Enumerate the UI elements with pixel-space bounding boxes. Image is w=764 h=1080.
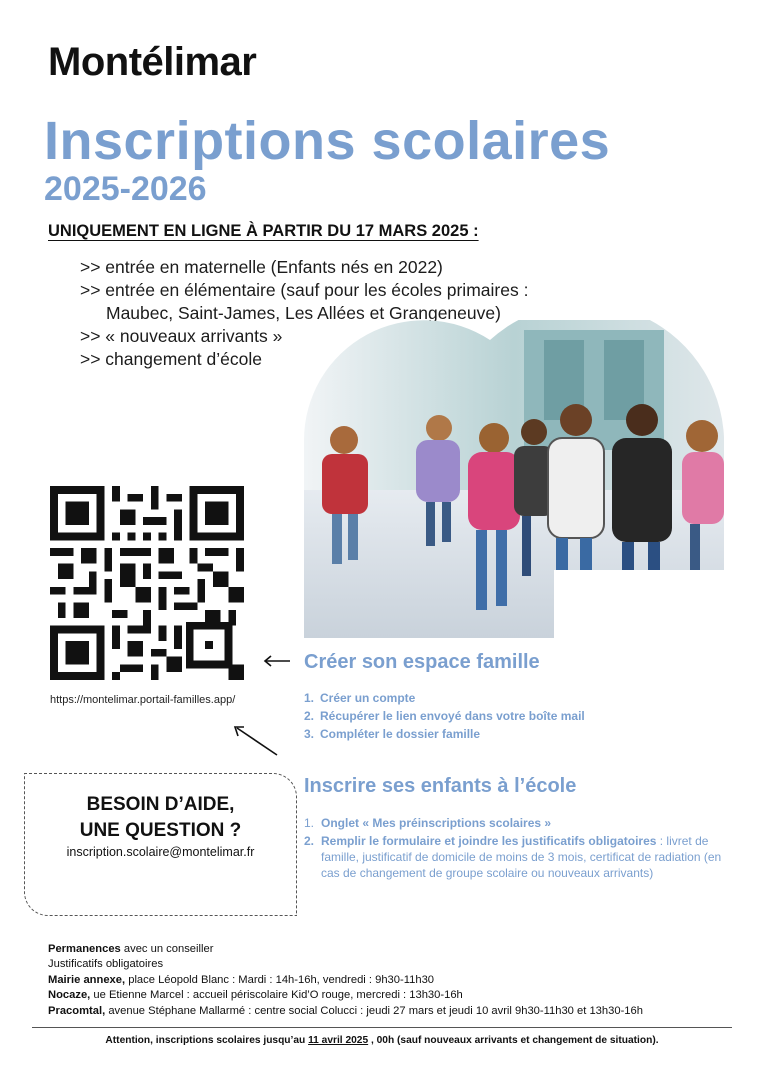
help-email-link[interactable]: inscription.scolaire@montelimar.fr (66, 845, 255, 859)
footer-text: , 00h (sauf nouveaux arrivants et changement de situation). (368, 1035, 659, 1046)
children-backpacks-photo (304, 320, 724, 638)
arrow-up-left-icon (232, 724, 280, 758)
perm-label: Permanences (48, 943, 121, 955)
divider (32, 1027, 732, 1028)
page-title: Inscriptions scolaires (44, 111, 611, 171)
permanence-line (48, 973, 748, 988)
step-number: 2. (304, 709, 315, 723)
perm-label: Nocaze, (48, 989, 91, 1002)
footer-text: Attention, inscriptions scolaires jusqu’au (105, 1035, 309, 1046)
step-number: 2. (304, 834, 315, 848)
school-year: 2025-2026 (44, 170, 207, 208)
list-item: >> changement d’école (80, 349, 262, 369)
qr-code[interactable] (50, 486, 244, 680)
help-title-line: BESOIN D’AIDE, (86, 794, 235, 815)
step-number: 3. (304, 727, 315, 741)
perm-text: ue Etienne Marcel : accueil périscolaire Kid’O rouge, mercredi : 13h30-16h (90, 989, 463, 1002)
deadline-date: 11 avril 2025 (308, 1035, 369, 1046)
perm-text: avenue Stéphane Mallarmé : centre social Colucci : jeudi 27 mars et jeudi 10 avril 9h30-11h30 et 13h30-16h (105, 1004, 643, 1017)
perm-label: Pracomtal, (48, 1004, 106, 1017)
step-text: Récupérer le lien envoyé dans votre boîte mail (320, 709, 585, 723)
inscrire-steps-list (304, 815, 724, 883)
list-item: >> entrée en élémentaire (sauf pour les écoles primaires : (80, 280, 529, 300)
list-item: Maubec, Saint-James, Les Allées et Grangeneuve) (106, 303, 501, 323)
step-text: Compléter le dossier famille (320, 727, 481, 741)
permanence-line (48, 988, 748, 1003)
online-heading: UNIQUEMENT EN LIGNE À PARTIR DU 17 MARS 2025 : (48, 222, 479, 240)
footer-notice (0, 1035, 764, 1046)
arrow-left-icon (262, 654, 292, 668)
step-text-bold: Remplir le formulaire et joindre les justificatifs obligatoires (321, 834, 657, 848)
list-item (304, 707, 585, 725)
list-item: >> « nouveaux arrivants » (80, 326, 283, 346)
permanence-line: Justificatifs obligatoires (48, 958, 164, 971)
perm-label: Mairie annexe, (48, 973, 126, 986)
section-title-inscrire: Inscrire ses enfants à l’école (304, 775, 577, 797)
montelimar-logo: Montélimar (48, 40, 257, 84)
list-item (304, 725, 585, 743)
help-title-line: UNE QUESTION ? (79, 820, 242, 841)
step-number: 1. (304, 816, 315, 830)
permanences-block (48, 942, 748, 1019)
step-number: 1. (304, 691, 315, 705)
step-text: Créer un compte (320, 691, 416, 705)
list-item: >> entrée en maternelle (Enfants nés en 2022) (80, 257, 443, 277)
permanence-line (48, 1004, 748, 1019)
espace-steps-list (304, 689, 585, 743)
list-item (304, 815, 724, 831)
list-item (304, 689, 585, 707)
step-text: : livret de famille, justificatif de domicile de moins de 3 mois, certificat de radiation (en cas de changement de groupe scolaire ou nouveaux arrivants) (321, 834, 722, 880)
section-title-espace-famille: Créer son espace famille (304, 651, 540, 673)
step-text: Onglet « Mes préinscriptions scolaires » (321, 816, 552, 830)
list-item (304, 833, 724, 881)
help-title (24, 792, 297, 844)
portal-url[interactable]: https://montelimar.portail-familles.app/ (50, 694, 236, 706)
perm-text: avec un conseiller (120, 943, 214, 955)
permanence-line (48, 942, 748, 957)
perm-text: place Léopold Blanc : Mardi : 14h-16h, vendredi : 9h30-11h30 (125, 973, 435, 986)
